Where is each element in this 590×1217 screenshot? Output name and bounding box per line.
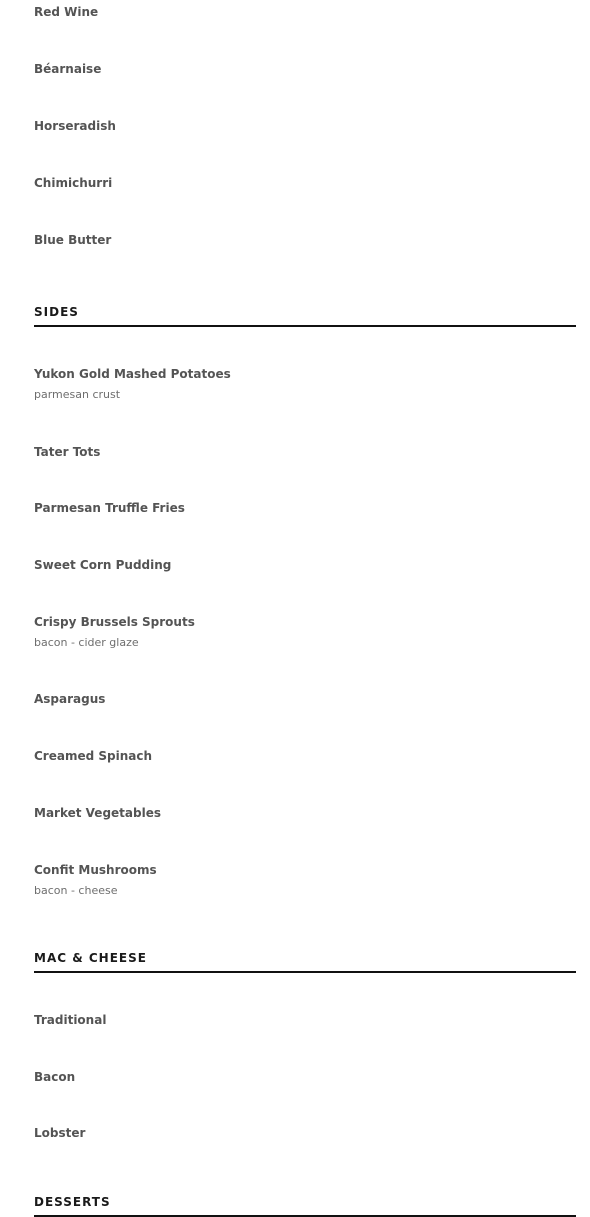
menu-item-red-wine [34, 5, 98, 19]
menu-item-name: Confit Mushrooms [34, 863, 157, 877]
menu-item-tater-tots [34, 445, 100, 459]
menu-item-name: Creamed Spinach [34, 749, 153, 763]
menu-item-name: Lobster [34, 1126, 86, 1140]
menu-item-bacon [34, 1070, 75, 1084]
menu-item-blue-butter [34, 233, 111, 247]
menu-item-name: Asparagus [34, 692, 106, 706]
menu-item-lobster [34, 1126, 85, 1140]
menu-item-name: Blue Butter [34, 233, 112, 247]
menu-item-name: Horseradish [34, 119, 116, 133]
menu-item-creamed-spinach [34, 749, 152, 763]
section-title: DESSERTS [34, 1195, 111, 1209]
menu-item-name: Chimichurri [34, 176, 113, 190]
menu-item-name: Market Vegetables [34, 806, 161, 820]
menu-item-name: Sweet Corn Pudding [34, 558, 172, 572]
menu-item-description: bacon - cheese [34, 884, 118, 897]
menu-item-chimichurri [34, 176, 112, 190]
menu-item-name: Crispy Brussels Sprouts [34, 615, 195, 629]
menu-item-horseradish [34, 119, 116, 133]
menu-item-name: Tater Tots [34, 445, 101, 459]
section-header-desserts [34, 1195, 576, 1217]
menu-item-name: Bacon [34, 1070, 76, 1084]
menu-item-bearnaise [34, 62, 101, 76]
menu-item-name: Yukon Gold Mashed Potatoes [34, 367, 231, 381]
menu-item-name: Béarnaise [34, 62, 102, 76]
menu-item-name: Red Wine [34, 5, 99, 19]
menu-item-name: Traditional [34, 1013, 107, 1027]
menu-item-confit-mushrooms [34, 863, 157, 897]
menu-item-market-vegetables [34, 806, 161, 820]
section-header-sides [34, 305, 576, 327]
menu-item-parmesan-truffle-fries [34, 501, 185, 515]
menu-item-asparagus [34, 692, 105, 706]
section-header-mac-cheese [34, 951, 576, 973]
section-title: SIDES [34, 305, 79, 319]
menu-item-sweet-corn-pudding [34, 558, 171, 572]
menu-item-description: parmesan crust [34, 388, 121, 401]
section-title: MAC & CHEESE [34, 951, 147, 965]
menu-item-description: bacon - cider glaze [34, 636, 139, 649]
menu-item-name: Parmesan Truffle Fries [34, 501, 185, 515]
menu-item-yukon-gold-mashed-potatoes [34, 367, 231, 401]
menu-item-crispy-brussels-sprouts [34, 615, 195, 649]
menu-item-traditional [34, 1013, 106, 1027]
